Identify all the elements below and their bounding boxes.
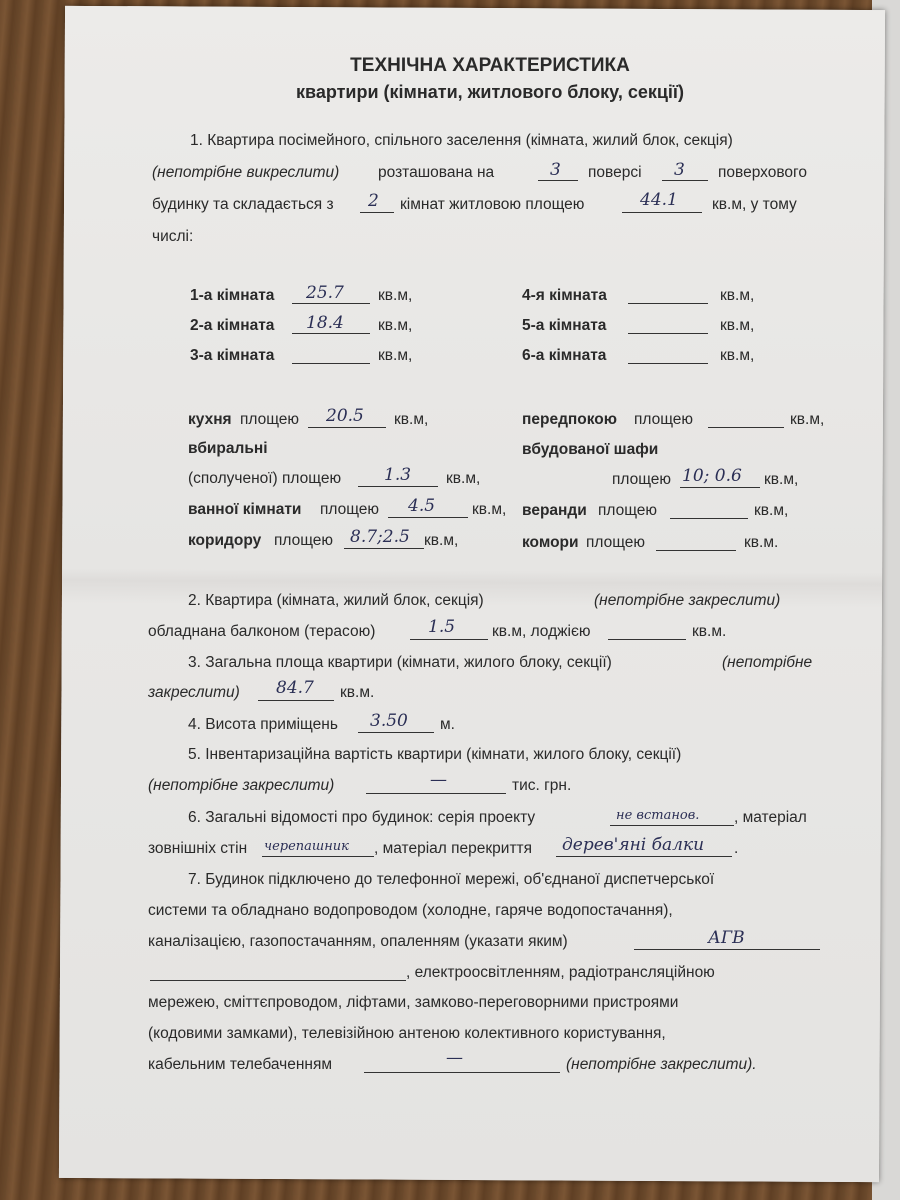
- p7-line6: (кодовими замками), телевізійною антеною колективного користування,: [148, 1025, 666, 1042]
- wc-label: вбиральні: [188, 440, 268, 457]
- kitchen-unit: кв.м,: [394, 411, 429, 428]
- veranda-unit: кв.м,: [754, 502, 789, 519]
- kitchen-text: площею: [240, 411, 300, 428]
- room2-value: 18.4: [306, 313, 344, 333]
- room6-unit: кв.м,: [720, 347, 755, 364]
- p5-line2a: (непотрібне закреслити): [148, 777, 335, 794]
- p6-line2a: зовнішніх стін: [148, 840, 248, 857]
- p3-line1a: 3. Загальна площа квартири (кімнати, жилого блоку, секції): [188, 654, 612, 671]
- p7-line4: , електроосвітленням, радіотрансляційною: [406, 964, 715, 981]
- corridor-line: [344, 548, 424, 549]
- p2-line1b: (непотрібне закреслити): [594, 592, 781, 609]
- room5-unit: кв.м,: [720, 317, 755, 334]
- p3-line2a: закреслити): [148, 684, 240, 701]
- p1-line2d: поверхового: [718, 164, 807, 181]
- series-line: [610, 825, 734, 826]
- room6-label: 6-а кімната: [522, 347, 607, 364]
- p7-line7b: (непотрібне закреслити).: [566, 1056, 757, 1073]
- value-line: [366, 793, 506, 794]
- p3-line2b: кв.м.: [340, 684, 375, 701]
- room4-unit: кв.м,: [720, 287, 755, 304]
- corridor-unit: кв.м,: [424, 532, 459, 549]
- veranda-label: веранди: [522, 502, 587, 519]
- p1-line3c: кв.м, у тому: [712, 196, 797, 213]
- p6-line2b: , матеріал перекриття: [374, 840, 533, 857]
- p2-line2a: обладнана балконом (терасою): [148, 623, 376, 640]
- hall-line: [708, 427, 784, 428]
- bath-value: 4.5: [408, 496, 436, 516]
- floors-line: [662, 180, 708, 181]
- document-title: ТЕХНІЧНА ХАРАКТЕРИСТИКА: [350, 55, 630, 76]
- room2-unit: кв.м,: [378, 317, 413, 334]
- ceiling-value: дерев'яні балки: [562, 835, 705, 855]
- bath-line: [388, 517, 468, 518]
- rooms-count-value: 2: [368, 191, 379, 211]
- wc-line: [358, 486, 438, 487]
- total-line: [258, 700, 334, 701]
- ceiling-line: [556, 856, 732, 857]
- wc-unit: кв.м,: [446, 470, 481, 487]
- height-value: 3.50: [370, 711, 408, 731]
- bath-label: ванної кімнати: [188, 501, 302, 518]
- p7-line7a: кабельним телебаченням: [148, 1056, 333, 1073]
- p7-line1: 7. Будинок підключено до телефонної мережі, об'єднаної диспетчерської: [188, 871, 715, 888]
- living-area-line: [622, 212, 702, 213]
- room1-value: 25.7: [306, 283, 344, 303]
- balcony-line: [410, 639, 488, 640]
- height-line: [358, 732, 434, 733]
- p5-line2b: тис. грн.: [512, 777, 572, 794]
- balcony-value: 1.5: [428, 617, 456, 637]
- room3-label: 3-а кімната: [190, 347, 275, 364]
- document-subtitle: квартири (кімнати, житлового блоку, секції): [296, 82, 684, 102]
- storage-label: комори: [522, 534, 579, 551]
- p1-line3a: будинку та складається з: [152, 196, 334, 213]
- room3-unit: кв.м,: [378, 347, 413, 364]
- p1-line4: числі:: [152, 228, 194, 245]
- p7-line2: системи та обладнано водопроводом (холодне, гаряче водопостачання),: [148, 902, 673, 919]
- floor-line: [538, 180, 578, 181]
- loggia-line: [608, 639, 686, 640]
- hall-text: площею: [634, 411, 694, 428]
- p1-line1: 1. Квартира посімейного, спільного заселення (кімната, жилий блок, секція): [190, 132, 733, 149]
- veranda-text: площею: [598, 502, 658, 519]
- p6-line1a: 6. Загальні відомості про будинок: серія проекту: [188, 809, 536, 826]
- p2-line2c: кв.м.: [692, 623, 727, 640]
- room5-line: [628, 333, 708, 334]
- room2-line: [292, 333, 370, 334]
- series-value: не встанов.: [616, 808, 700, 823]
- room4-label: 4-я кімната: [522, 287, 607, 304]
- p1-line2a: (непотрібне викреслити): [152, 164, 340, 181]
- storage-unit: кв.м.: [744, 534, 779, 551]
- corridor-value: 8.7;2.5: [350, 527, 410, 547]
- walls-value: черепашник: [264, 839, 349, 854]
- heating-value: АГВ: [708, 928, 745, 948]
- p2-line1a: 2. Квартира (кімната, жилий блок, секція): [188, 592, 484, 609]
- closet-value: 10; 0.6: [682, 466, 742, 486]
- bath-unit: кв.м,: [472, 501, 507, 518]
- room1-unit: кв.м,: [378, 287, 413, 304]
- cable-value: —: [446, 1048, 463, 1068]
- p5-line1: 5. Інвентаризаційна вартість квартири (кімнати, жилого блоку, секції): [188, 746, 682, 763]
- room3-line: [292, 363, 370, 364]
- heating-line: [634, 949, 820, 950]
- room6-line: [628, 363, 708, 364]
- room1-line: [292, 303, 370, 304]
- heating-line-2: [150, 980, 406, 981]
- bath-text: площею: [320, 501, 380, 518]
- floor-value: 3: [550, 160, 561, 180]
- wc-value: 1.3: [384, 465, 412, 485]
- storage-text: площею: [586, 534, 646, 551]
- p1-line3b: кімнат житловою площею: [400, 196, 585, 213]
- cable-line: [364, 1072, 560, 1073]
- living-area-value: 44.1: [640, 190, 678, 210]
- closet-line: [680, 487, 760, 488]
- inventory-value: —: [430, 770, 447, 790]
- closet-text: площею: [612, 471, 672, 488]
- hall-label: передпокою: [522, 411, 617, 428]
- p4-unit: м.: [440, 716, 455, 733]
- corridor-text: площею: [274, 532, 334, 549]
- walls-line: [262, 856, 374, 857]
- kitchen-label: кухня: [188, 411, 232, 428]
- room4-line: [628, 303, 708, 304]
- total-value: 84.7: [276, 678, 314, 698]
- kitchen-value: 20.5: [326, 406, 364, 426]
- wc-text: (сполученої) площею: [188, 470, 342, 487]
- room2-label: 2-а кімната: [190, 317, 275, 334]
- p7-line5: мережею, сміттєпроводом, ліфтами, замково-переговорними пристроями: [148, 994, 679, 1011]
- p1-line2b: розташована на: [378, 164, 495, 181]
- p1-line2c: поверсі: [588, 164, 642, 181]
- closet-label: вбудованої шафи: [522, 441, 659, 458]
- veranda-line: [670, 518, 748, 519]
- rooms-line: [360, 212, 394, 213]
- kitchen-line: [308, 427, 386, 428]
- corridor-label: коридору: [188, 532, 262, 549]
- p4-label: 4. Висота приміщень: [188, 716, 338, 733]
- floors-total-value: 3: [674, 160, 685, 180]
- room5-label: 5-а кімната: [522, 317, 607, 334]
- p2-line2b: кв.м, лоджією: [492, 623, 591, 640]
- room1-label: 1-а кімната: [190, 287, 275, 304]
- hall-unit: кв.м,: [790, 411, 825, 428]
- p7-line3: каналізацією, газопостачанням, опаленням (указати яким): [148, 933, 568, 950]
- p3-line1b: (непотрібне: [722, 654, 813, 671]
- p6-line2c: .: [734, 840, 739, 857]
- storage-line: [656, 550, 736, 551]
- closet-unit: кв.м,: [764, 471, 799, 488]
- p6-line1b: , матеріал: [734, 809, 807, 826]
